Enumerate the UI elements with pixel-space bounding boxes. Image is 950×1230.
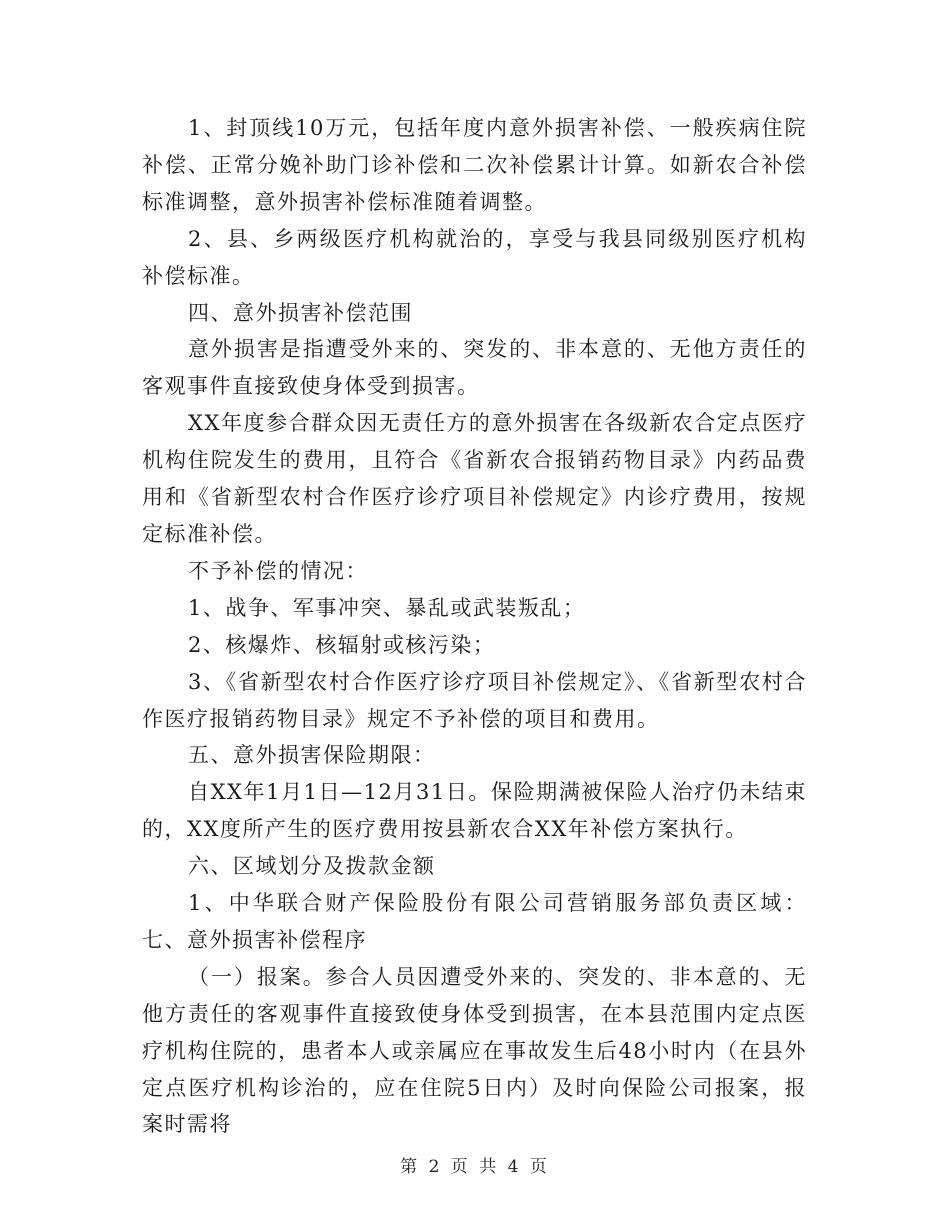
paragraph-period: 自XX年1月1日—12月31日。保险期满被保险人治疗仍未结束的，XX度所产生的医疗费用按县新农合XX年补偿方案执行。 (142, 780, 807, 842)
paragraph-region-1: 1、中华联合财产保险股份有限公司营销服务部负责区域：七、意外损害补偿程序 (142, 891, 807, 952)
list-item-nuclear: 2、核爆炸、核辐射或核污染； (188, 632, 496, 657)
section-heading-period: 五、意外损害保险期限： (188, 743, 436, 768)
list-item-regulations: 3、《省新型农村合作医疗诊疗项目补偿规定》、《省新型农村合作医疗报销药物目录》规定不予补偿的项目和费用。 (142, 669, 807, 731)
section-heading-scope: 四、意外损害补偿范围 (188, 300, 413, 325)
paragraph-definition: 意外损害是指遭受外来的、突发的、非本意的、无他方责任的客观事件直接致使身体受到损害。 (142, 337, 807, 399)
paragraph-exclusions-heading: 不予补偿的情况： (188, 558, 368, 583)
list-item-war: 1、战争、军事冲突、暴乱或武装叛乱； (188, 595, 586, 620)
paragraph-cap-line: 1、封顶线10万元，包括年度内意外损害补偿、一般疾病住院补偿、正常分娩补助门诊补偿和二次补偿累计计算。如新农合补偿标准调整，意外损害补偿标准随着调整。 (142, 116, 807, 214)
paragraph-eligibility: XX年度参合群众因无责任方的意外损害在各级新农合定点医疗机构住院发生的费用，且符合《省新农合报销药物目录》内药品费用和《省新型农村合作医疗诊疗项目补偿规定》内诊疗费用，按规定标准补偿。 (142, 411, 807, 546)
section-heading-regions: 六、区域划分及拨款金额 (188, 854, 436, 879)
paragraph-report: （一）报案。参合人员因遭受外来的、突发的、非本意的、无他方责任的客观事件直接致使身体受到损害，在本县范围内定点医疗机构住院的，患者本人或亲属应在事故发生后48小时内（在县外定点医疗机构诊治的，应在住院5日内）及时向保险公司报案，报案时需将 (142, 964, 807, 1137)
document-body (142, 110, 807, 1143)
paragraph-county-standard: 2、县、乡两级医疗机构就治的，享受与我县同级别医疗机构补偿标准。 (142, 226, 807, 288)
page-footer: 第 2 页 共 4 页 (400, 1157, 550, 1177)
